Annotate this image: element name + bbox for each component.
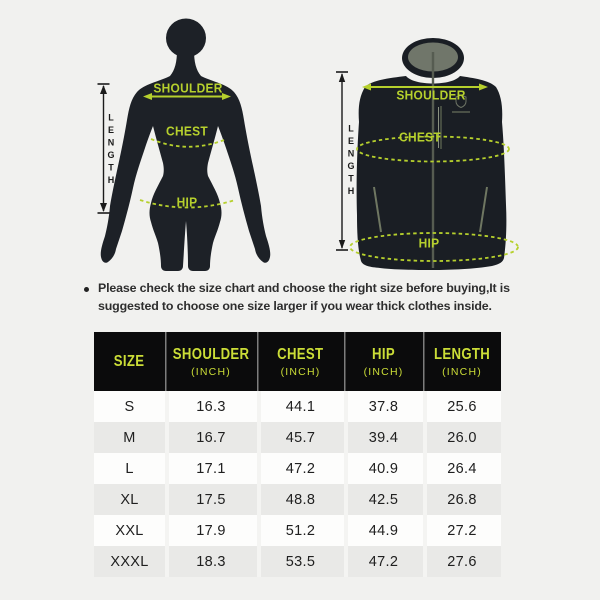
header-unit: (INCH): [442, 365, 482, 378]
cell-length: 26.0: [423, 422, 501, 453]
header-cell-chest: [257, 332, 344, 391]
cell-size: XXL: [94, 515, 165, 546]
cell-length: 27.6: [423, 546, 501, 577]
table-row-m: [94, 422, 501, 453]
cell-shoulder: 17.9: [165, 515, 257, 546]
cell-size: L: [94, 453, 165, 484]
vest-hip-label: HIP: [418, 235, 440, 251]
note-bullet-icon: [84, 287, 89, 292]
header-cell-shoulder: [165, 332, 257, 391]
header-label: SHOULDER: [172, 345, 250, 363]
body-shoulder-label: SHOULDER: [153, 80, 223, 96]
table-row-s: [94, 391, 501, 422]
table-row-xxl: [94, 515, 501, 546]
cell-shoulder: 16.7: [165, 422, 257, 453]
cell-chest: 45.7: [257, 422, 344, 453]
note-text-line1: Please check the size chart and choose the right size before buying,It is: [98, 281, 510, 295]
cell-size: S: [94, 391, 165, 422]
table-row-l: [94, 453, 501, 484]
cell-size: XL: [94, 484, 165, 515]
cell-hip: 47.2: [344, 546, 423, 577]
header-unit: (INCH): [363, 365, 404, 378]
cell-shoulder: 16.3: [165, 391, 257, 422]
cell-length: 26.4: [423, 453, 501, 484]
cell-shoulder: 18.3: [165, 546, 257, 577]
table-header-row: [94, 332, 501, 391]
table-row-xl: [94, 484, 501, 515]
table-row-xxxl: [94, 546, 501, 577]
cell-length: 25.6: [423, 391, 501, 422]
cell-hip: 39.4: [344, 422, 423, 453]
body-silhouette: [98, 19, 271, 272]
cell-chest: 48.8: [257, 484, 344, 515]
cell-hip: 40.9: [344, 453, 423, 484]
header-unit: (INCH): [191, 365, 231, 378]
body-chest-label: CHEST: [166, 123, 208, 139]
body-length-label: LENGTH: [106, 112, 116, 188]
header-label: SIZE: [114, 352, 145, 370]
cell-chest: 47.2: [257, 453, 344, 484]
cell-shoulder: 17.1: [165, 453, 257, 484]
cell-size: M: [94, 422, 165, 453]
header-cell-length: [423, 332, 501, 391]
cell-hip: 44.9: [344, 515, 423, 546]
cell-length: 26.8: [423, 484, 501, 515]
note-text-line2: suggested to choose one size larger if you wear thick clothes inside.: [98, 299, 492, 313]
header-label: HIP: [371, 345, 395, 363]
header-label: CHEST: [277, 345, 324, 363]
header-cell-hip: [344, 332, 423, 391]
cell-size: XXXL: [94, 546, 165, 577]
cell-shoulder: 17.5: [165, 484, 257, 515]
cell-chest: 51.2: [257, 515, 344, 546]
cell-hip: 37.8: [344, 391, 423, 422]
vest-shoulder-label: SHOULDER: [396, 87, 466, 103]
header-cell-size: [94, 332, 165, 391]
cell-chest: 44.1: [257, 391, 344, 422]
vest-chest-label: CHEST: [399, 129, 441, 145]
header-unit: (INCH): [280, 365, 321, 378]
size-chart-table: [94, 332, 501, 577]
header-label: LENGTH: [433, 345, 491, 363]
cell-hip: 42.5: [344, 484, 423, 515]
body-hip-label: HIP: [176, 194, 198, 210]
cell-length: 27.2: [423, 515, 501, 546]
vest-length-label: LENGTH: [346, 123, 356, 199]
cell-chest: 53.5: [257, 546, 344, 577]
